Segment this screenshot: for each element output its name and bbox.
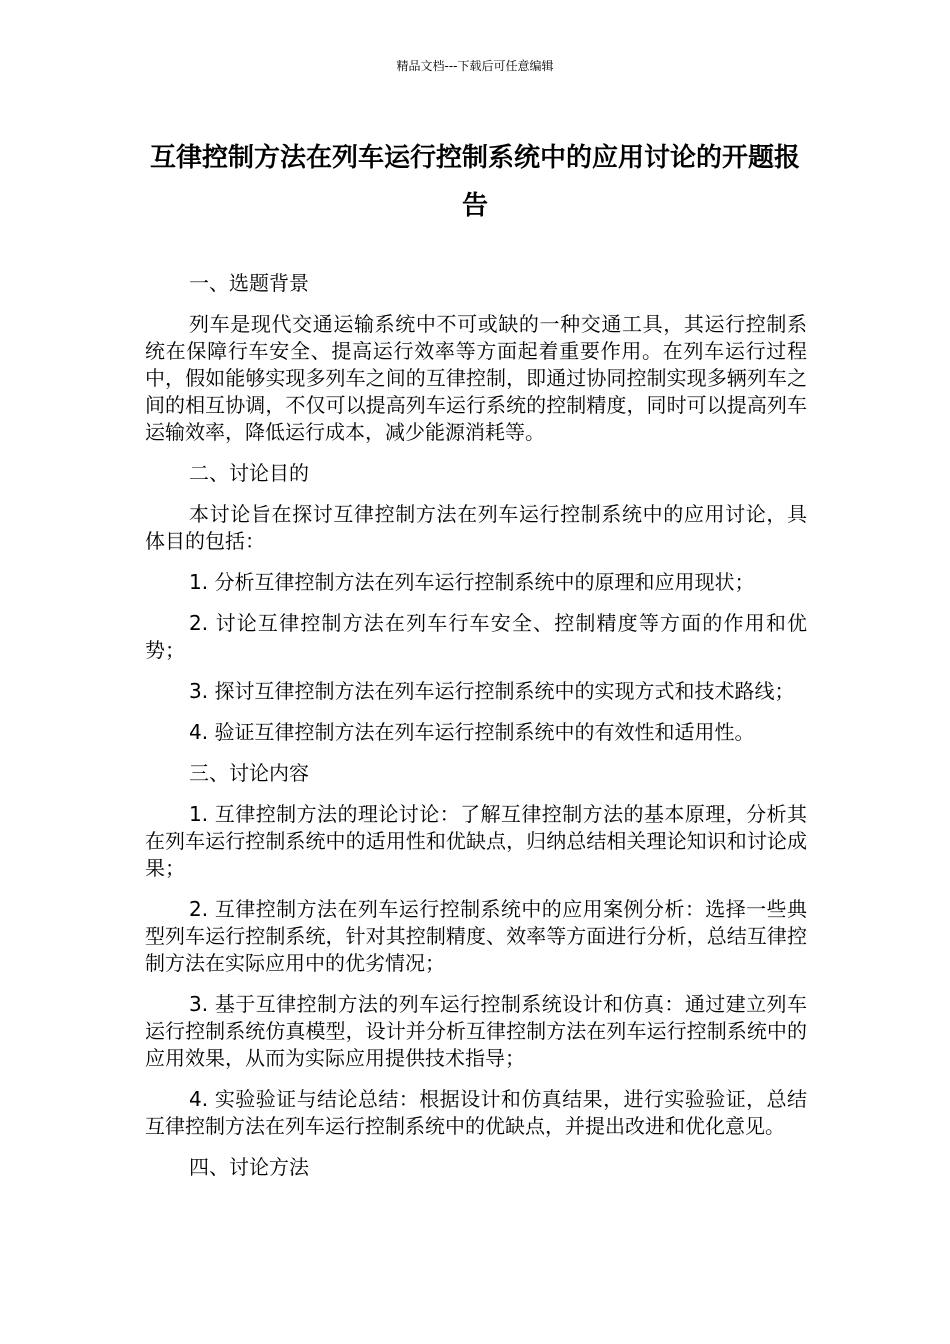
list-item-content-2: 2. 互律控制方法在列车运行控制系统中的应用案例分析：选择一些典型列车运行控制系统，针对其控制精度、效率等方面进行分析，总结互律控制方法在实际应用中的优劣情况； xyxy=(145,897,807,975)
running-header: 精品文档---下载后可任意编辑 xyxy=(396,59,554,73)
list-item-purpose-2: 2. 讨论互律控制方法在列车行车安全、控制精度等方面的作用和优势； xyxy=(145,611,807,662)
paragraph-purpose-intro: 本讨论旨在探讨互律控制方法在列车运行控制系统中的应用讨论，具体目的包括： xyxy=(145,502,807,553)
list-item-purpose-3: 3. 探讨互律控制方法在列车运行控制系统中的实现方式和技术路线； xyxy=(189,679,795,703)
list-item-content-3: 3. 基于互律控制方法的列车运行控制系统设计和仿真：通过建立列车运行控制系统仿真模型，设计并分析互律控制方法在列车运行控制系统中的应用效果，从而为实际应用提供技术指导； xyxy=(145,992,807,1070)
section-heading-content: 三、讨论内容 xyxy=(189,761,309,785)
list-item-purpose-4: 4. 验证互律控制方法在列车运行控制系统中的有效性和适用性。 xyxy=(189,720,755,744)
document-title: 互律控制方法在列车运行控制系统中的应用讨论的开题报告 xyxy=(149,143,800,221)
document-body xyxy=(145,270,807,1195)
paragraph-background: 列车是现代交通运输系统中不可或缺的一种交通工具，其运行控制系统在保障行车安全、提高运行效率等方面起着重要作用。在列车运行过程中，假如能够实现多列车之间的互律控制，即通过协同控制实现多辆列车之间的相互协调，不仅可以提高列车运行系统的控制精度，同时可以提高列车运输效率，降低运行成本，减少能源消耗等。 xyxy=(145,312,807,444)
list-item-purpose-1: 1. 分析互律控制方法在列车运行控制系统中的原理和应用现状； xyxy=(189,570,755,594)
section-heading-background: 一、选题背景 xyxy=(189,271,309,295)
list-item-content-1: 1. 互律控制方法的理论讨论：了解互律控制方法的基本原理，分析其在列车运行控制系统中的适用性和优缺点，归纳总结相关理论知识和讨论成果； xyxy=(145,802,807,880)
section-heading-purpose: 二、讨论目的 xyxy=(189,461,309,485)
list-item-content-4: 4. 实验验证与结论总结：根据设计和仿真结果，进行实验验证，总结互律控制方法在列车运行控制系统中的优缺点，并提出改进和优化意见。 xyxy=(145,1087,807,1138)
section-heading-method: 四、讨论方法 xyxy=(189,1155,309,1179)
